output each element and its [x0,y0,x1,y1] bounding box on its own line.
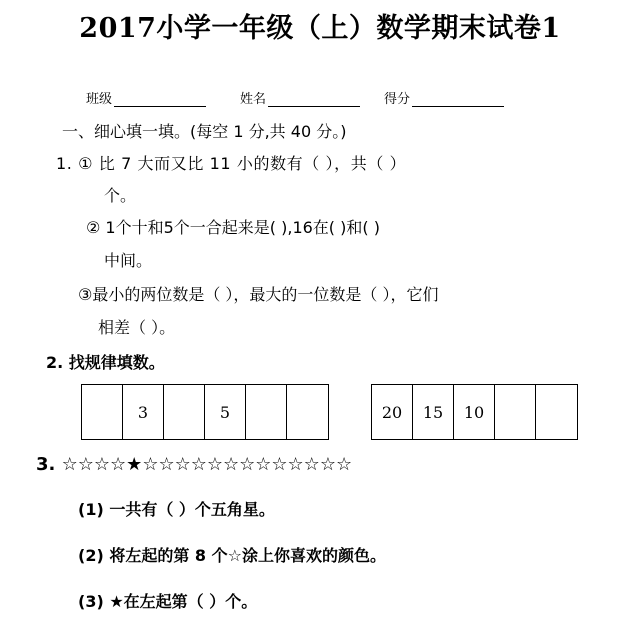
q1-sub2-line2: 中间。 [104,251,153,270]
sequence-grid-2 [371,384,578,440]
grid2-cell: 10 [454,385,495,439]
name-blank [268,92,360,107]
section1-heading: 一、细心填一填。(每空 1 分,共 40 分。) [62,122,347,141]
grid2-cell: 20 [372,385,413,439]
class-label: 班级 [86,92,113,107]
q1-line2: 个。 [104,186,137,205]
class-field [86,88,206,107]
q3-stars: 3. ☆☆☆☆★☆☆☆☆☆☆☆☆☆☆☆☆☆ [36,454,353,475]
page-title: 2017小学一年级（上）数学期末试卷1 [79,13,561,44]
score-label: 得分 [384,92,411,107]
grid1-cell: 3 [123,385,164,439]
grid1-cell: 5 [205,385,246,439]
q1-sub3-line2: 相差（ ）。 [98,318,176,337]
class-blank [114,92,206,107]
grid1-cell [246,385,287,439]
sequence-grid-1 [81,384,329,440]
q3-sub3: (3) ★在左起第（ ）个。 [78,592,258,611]
grid1-cell [82,385,123,439]
grid2-cell: 15 [413,385,454,439]
grid2-cell [495,385,536,439]
score-field [384,88,504,107]
name-field [240,88,360,107]
q1-sub2-line1: ② 1个十和5个一合起来是( ),16在( )和( ) [86,218,380,237]
score-blank [412,92,504,107]
grid1-cell [164,385,205,439]
grid2-cell [536,385,577,439]
grid1-cell [287,385,328,439]
q3-sub2: (2) 将左起的第 8 个☆涂上你喜欢的颜色。 [78,546,386,565]
q1-line1: 1. ① 比 7 大而又比 11 小的数有（ ），共（ ） [56,154,407,173]
q1-sub3-line1: ③最小的两位数是（ ），最大的一位数是（ ），它们 [78,285,439,304]
name-label: 姓名 [240,92,267,107]
q3-sub1: (1) 一共有（ ）个五角星。 [78,500,275,519]
q2-label: 2. 找规律填数。 [46,353,165,372]
